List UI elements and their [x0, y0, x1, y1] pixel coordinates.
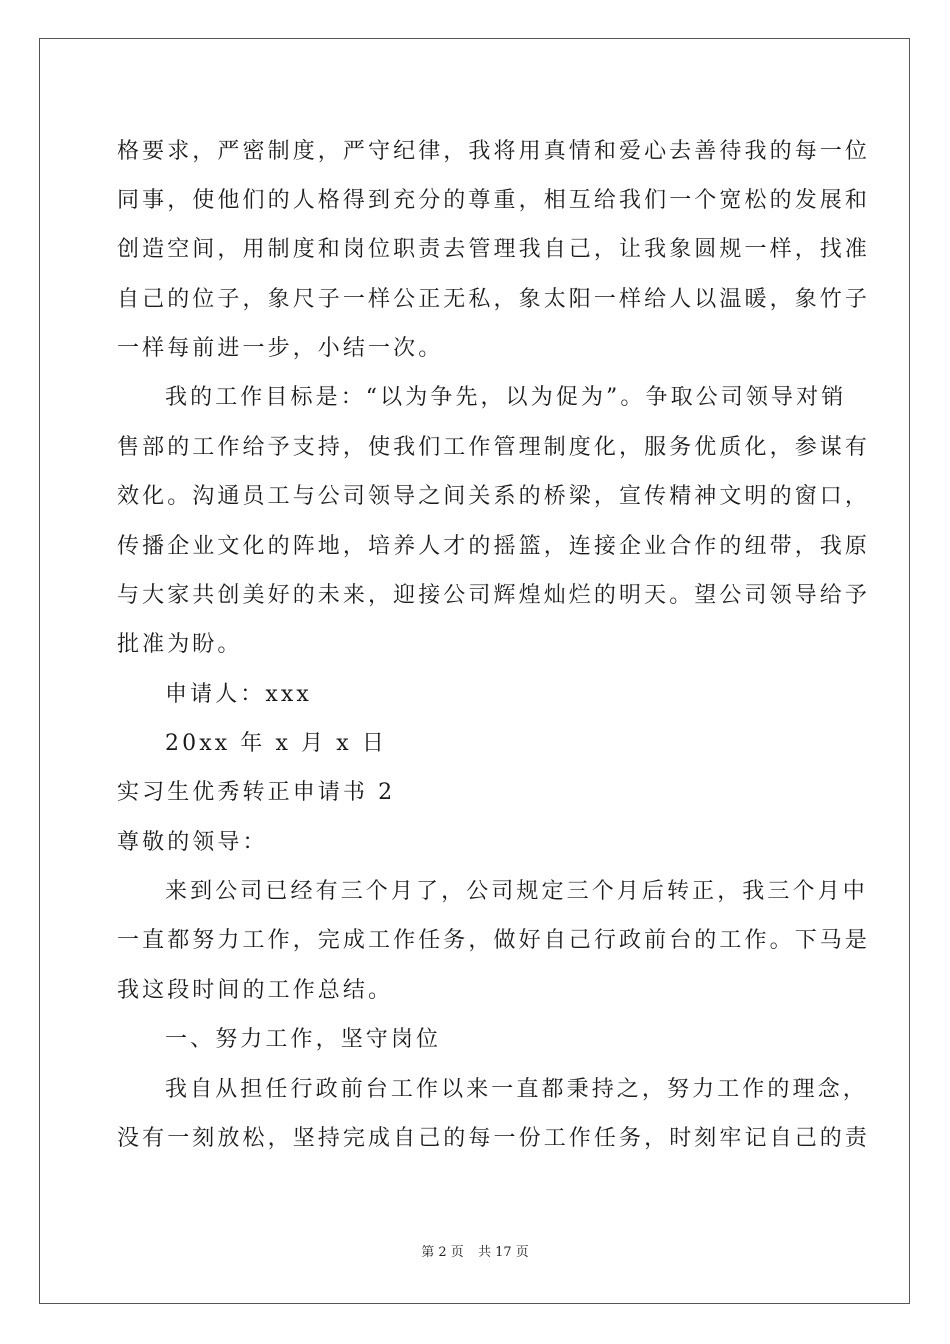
text-line: 同事，使他们的人格得到充分的尊重，相互给我们一个宽松的发展和: [117, 188, 871, 213]
text-line: 效化。沟通员工与公司领导之间关系的桥梁，宣传精神文明的窗口，: [117, 484, 871, 509]
subheading: 一、努力工作，坚守岗位: [165, 1027, 442, 1052]
date-line: 20xx 年 x 月 x 日: [165, 731, 387, 756]
page-footer: [0, 1244, 950, 1262]
text-line: 批准为盼。: [117, 632, 243, 657]
text-line: 售部的工作给予支持，使我们工作管理制度化，服务优质化，参谋有: [117, 435, 871, 460]
text-line: 传播企业文化的阵地，培养人才的摇篮，连接企业合作的纽带，我原: [117, 534, 871, 559]
text-line: 我这段时间的工作总结。: [117, 978, 394, 1003]
text-line: 创造空间，用制度和岗位职责去管理我自己，让我象圆规一样，找准: [117, 237, 871, 262]
text-line: 一直都努力工作，完成工作任务，做好自己行政前台的工作。下马是: [117, 928, 871, 953]
text-line: 格要求，严密制度，严守纪律，我将用真情和爱心去善待我的每一位: [117, 139, 871, 164]
text-line: 与大家共创美好的未来，迎接公司辉煌灿烂的明天。望公司领导给予: [117, 583, 871, 608]
paragraph-first-line: 我的工作目标是：“以为争先，以为促为”。争取公司领导对销: [165, 385, 847, 410]
section-title: 实习生优秀转正申请书 2: [117, 780, 396, 805]
page-border: [39, 38, 910, 1304]
paragraph-first-line: 来到公司已经有三个月了，公司规定三个月后转正，我三个月中: [165, 879, 868, 904]
page-number: 第 2 页: [421, 1245, 464, 1260]
text-line: 没有一刻放松，坚持完成自己的每一份工作任务，时刻牢记自己的责: [117, 1126, 871, 1151]
page-total: 共 17 页: [477, 1245, 529, 1260]
text-line: 自己的位子，象尺子一样公正无私，象太阳一样给人以温暖，象竹子: [117, 287, 871, 312]
applicant-line: 申请人：xxx: [165, 682, 312, 707]
salutation: 尊敬的领导：: [117, 830, 268, 855]
paragraph-first-line: 我自从担任行政前台工作以来一直都秉持之，努力工作的理念，: [165, 1077, 868, 1102]
text-line: 一样每前进一步，小结一次。: [117, 336, 444, 361]
